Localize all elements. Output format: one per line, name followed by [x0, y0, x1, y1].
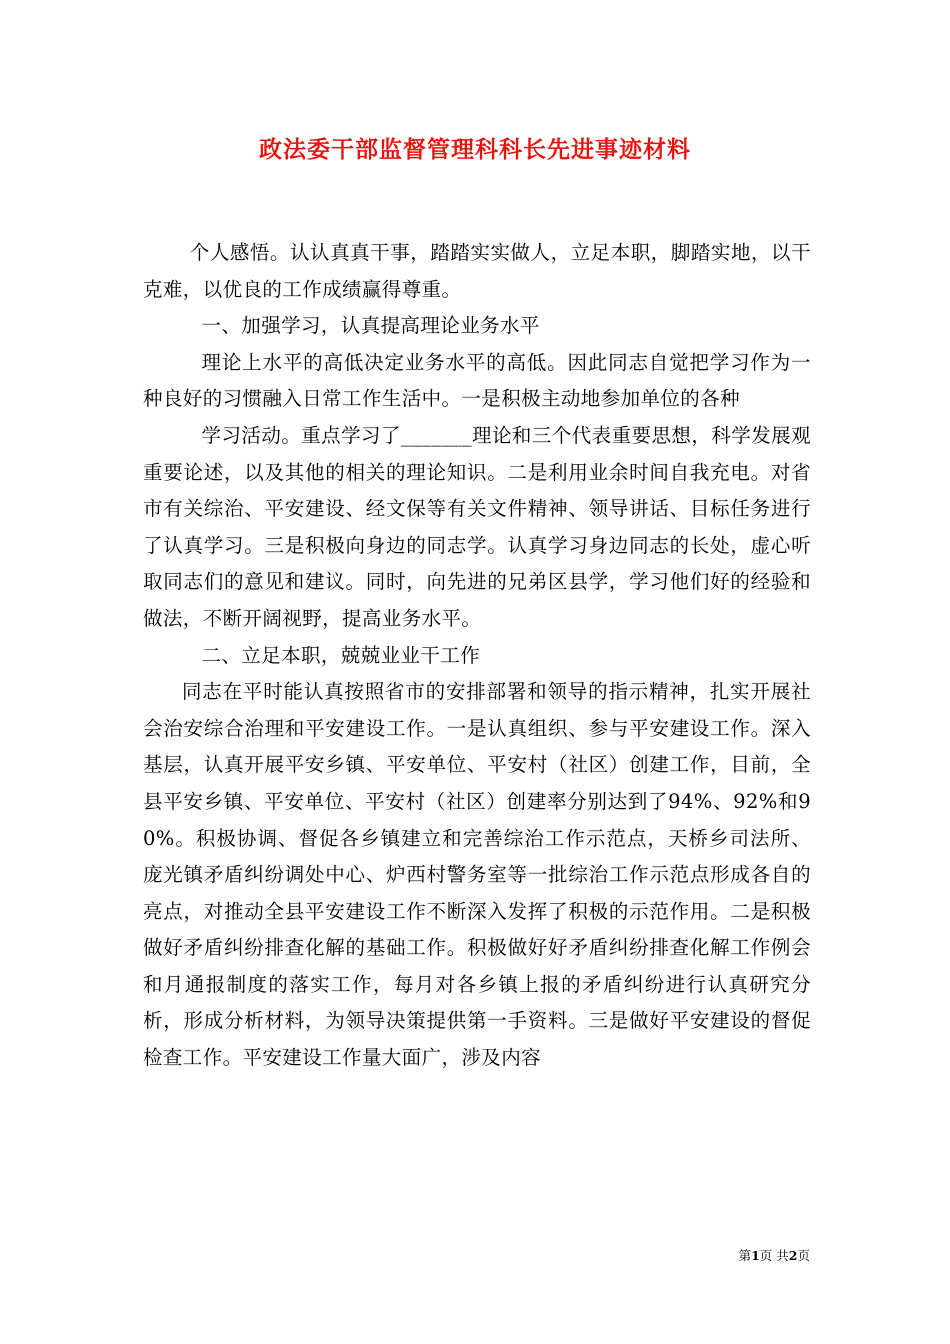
footer-current-page: 1	[751, 1248, 760, 1263]
document-title: 政法委干部监督管理科科长先进事迹材料	[259, 136, 691, 163]
footer-prefix: 第	[738, 1248, 752, 1263]
footer-middle: 页 共	[759, 1248, 789, 1263]
section-heading-1: 一、加强学习，认真提高理论业务水平	[201, 314, 540, 338]
page-footer	[739, 1247, 810, 1265]
paragraph-3: 同志在平时能认真按照省市的安排部署和领导的指示精神，扎实开展社会治安综合治理和平安建设工作。一是认真组织、参与平安建设工作。深入基层，认真开展平安乡镇、平安单位、平安村（社区）创建工作，目前，全县平安乡镇、平安单位、平安村（社区）创建率分别达到了94%、92%和90%。积极协调、督促各乡镇建立和完善综治工作示范点，天桥乡司法所、庞光镇矛盾纠纷调处中心、炉西村警务室等一批综治工作示范点形成各自的亮点，对推动全县平安建设工作不断深入发挥了积极的示范作用。二是积极做好矛盾纠纷排查化解的基础工作。积极做好好矛盾纠纷排查化解工作例会和月通报制度的落实工作，每月对各乡镇上报的矛盾纠纷进行认真研究分析，形成分析材料，为领导决策提供第一手资料。三是做好平安建设的督促检查工作。平安建设工作量大面广，涉及内容	[143, 680, 811, 1070]
footer-suffix: 页	[797, 1248, 810, 1263]
paragraph-2: 学习活动。重点学习了_______理论和三个代表重要思想，科学发展观重要论述，以及其他的相关的理论知识。二是利用业余时间自我充电。对省市有关综治、平安建设、经文保等有关文件精神、领导讲话、目标任务进行了认真学习。三是积极向身边的同志学。认真学习身边同志的长处，虚心听取同志们的意见和建议。同时，向先进的兄弟区县学，学习他们好的经验和做法，不断开阔视野，提高业务水平。	[143, 423, 811, 630]
document-body	[143, 235, 811, 1077]
paragraph-intro: 个人感悟。认认真真干事，踏踏实实做人，立足本职，脚踏实地，以干克难，以优良的工作成绩赢得尊重。	[143, 241, 811, 301]
paragraph-1: 理论上水平的高低决定业务水平的高低。因此同志自觉把学习作为一种良好的习惯融入日常工作生活中。一是积极主动地参加单位的各种	[143, 350, 811, 411]
footer-total-pages: 2	[788, 1248, 798, 1263]
section-heading-2: 二、立足本职，兢兢业业干工作	[201, 643, 481, 667]
